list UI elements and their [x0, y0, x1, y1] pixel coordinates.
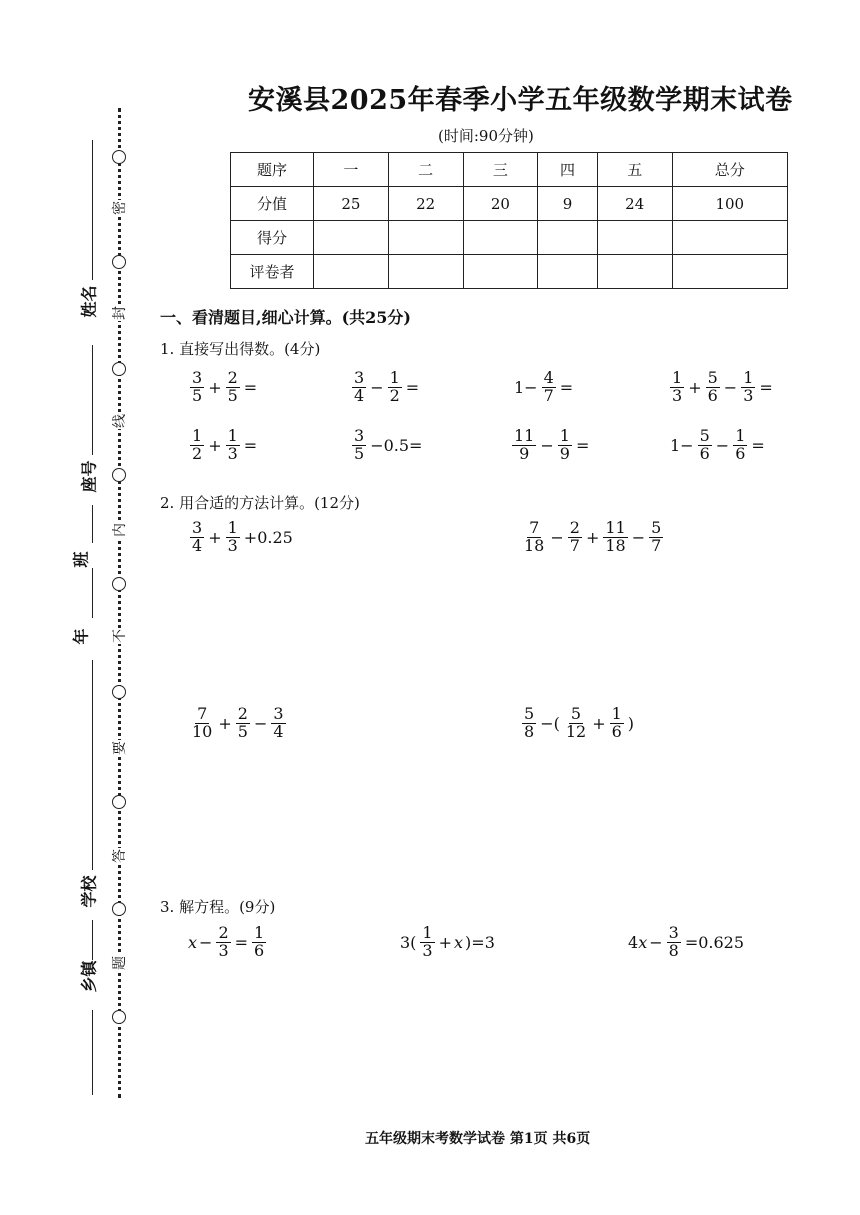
binding-hole — [112, 150, 126, 164]
denominator: 18 — [605, 535, 626, 555]
numerator: 1 — [227, 518, 238, 537]
fraction — [733, 428, 747, 463]
fraction — [568, 520, 582, 555]
points-cell: 100 — [672, 187, 787, 221]
score-entry-cell[interactable] — [314, 221, 389, 255]
denominator: 6 — [611, 721, 622, 741]
lead-term: 3( — [400, 932, 417, 952]
fraction — [670, 370, 684, 405]
lead-term: 1− — [670, 435, 694, 455]
name-field-label: 姓名 — [79, 285, 99, 318]
numerator: 7 — [197, 704, 208, 723]
seal-char: 密 — [112, 201, 128, 215]
grader-entry-cell[interactable] — [672, 255, 787, 289]
points-cell: 22 — [388, 187, 463, 221]
table-row — [231, 187, 788, 221]
expression-tail: =0.625 — [684, 932, 745, 952]
operator: + — [438, 932, 453, 952]
operator: + — [585, 527, 600, 547]
numerator: 5 — [707, 368, 718, 387]
fraction — [352, 370, 366, 405]
operator: + — [208, 435, 222, 455]
expression-tail: )=3 — [465, 932, 495, 952]
equals-sign: = — [243, 377, 258, 397]
lead-term: 1− — [514, 377, 538, 397]
fraction — [667, 925, 681, 960]
numerator: 3 — [354, 368, 365, 387]
denominator: 4 — [192, 535, 203, 555]
denominator: 7 — [543, 385, 554, 405]
closing-paren: ) — [627, 713, 635, 733]
operator: + — [592, 713, 606, 733]
operator: + — [688, 377, 702, 397]
numerator: 3 — [192, 518, 203, 537]
fraction — [564, 706, 588, 741]
equals-sign: = — [234, 932, 249, 952]
fraction — [190, 370, 204, 405]
denominator: 3 — [227, 443, 238, 463]
numerator: 5 — [699, 426, 710, 445]
math-expression — [520, 520, 665, 555]
denominator: 2 — [192, 443, 203, 463]
operator: − — [370, 377, 384, 397]
operator: − — [253, 713, 268, 733]
numerator: 1 — [389, 368, 400, 387]
expression-tail: −0.5= — [370, 435, 423, 455]
fraction — [522, 706, 536, 741]
operator: + — [208, 377, 222, 397]
points-cell: 20 — [463, 187, 538, 221]
numerator: 1 — [743, 368, 754, 387]
expression-tail: +0.25 — [243, 527, 293, 547]
question-title: 2. 用合适的方法计算。(12分) — [160, 494, 360, 512]
math-expression — [188, 706, 288, 741]
score-entry-cell[interactable] — [597, 221, 672, 255]
fraction — [698, 428, 712, 463]
operator: − — [550, 527, 564, 547]
fraction — [542, 370, 556, 405]
equals-sign: = — [759, 377, 773, 397]
grader-entry-cell[interactable] — [463, 255, 538, 289]
school-field-label: 学校 — [79, 875, 99, 908]
fraction — [522, 520, 546, 555]
question-title: 1. 直接写出得数。(4分) — [160, 340, 321, 358]
time-note: (时间:90分钟) — [438, 127, 534, 145]
fraction — [252, 925, 266, 960]
numerator: 1 — [254, 923, 265, 942]
numerator: 1 — [422, 923, 433, 942]
fraction — [236, 706, 250, 741]
fraction — [190, 706, 214, 741]
seal-char: 线 — [112, 414, 128, 428]
fraction — [226, 370, 240, 405]
table-header-cell: 三 — [463, 153, 538, 187]
seal-char: 答 — [112, 849, 128, 863]
equals-sign: = — [751, 435, 765, 455]
grade-field-line[interactable] — [92, 568, 93, 618]
numerator: 3 — [273, 704, 284, 723]
binding-hole — [112, 362, 126, 376]
table-header-cell: 二 — [388, 153, 463, 187]
fraction — [226, 520, 240, 555]
fraction — [226, 428, 240, 463]
denominator: 5 — [192, 385, 203, 405]
binding-hole — [112, 255, 126, 269]
numerator: 4 — [543, 368, 554, 387]
numerator: 3 — [668, 923, 679, 942]
numerator: 1 — [559, 426, 570, 445]
points-cell: 9 — [538, 187, 598, 221]
fraction — [512, 428, 536, 463]
equation — [628, 925, 746, 960]
score-entry-cell[interactable] — [538, 221, 598, 255]
numerator: 1 — [611, 704, 622, 723]
math-expression — [188, 520, 295, 555]
fraction — [352, 428, 366, 463]
numerator: 5 — [570, 704, 582, 723]
numerator: 11 — [514, 426, 535, 445]
math-expression — [350, 428, 424, 463]
seal-char: 题 — [112, 956, 128, 970]
numerator: 5 — [651, 518, 662, 537]
fraction — [558, 428, 572, 463]
page-footer: 五年级期末考数学试卷 第1页 共6页 — [365, 1131, 591, 1147]
denominator: 5 — [354, 443, 365, 463]
fraction — [271, 706, 285, 741]
math-expression — [350, 370, 421, 405]
numerator: 2 — [227, 368, 238, 387]
denominator: 4 — [273, 721, 284, 741]
operator: − — [723, 377, 738, 397]
fraction — [216, 925, 230, 960]
fraction — [388, 370, 402, 405]
denominator: 3 — [218, 940, 229, 960]
denominator: 5 — [227, 385, 238, 405]
grader-entry-cell[interactable] — [597, 255, 672, 289]
fraction — [741, 370, 755, 405]
denominator: 9 — [559, 443, 570, 463]
seal-char: 封 — [112, 306, 128, 320]
equals-sign: = — [559, 377, 574, 397]
denominator: 3 — [743, 385, 754, 405]
math-expression — [520, 706, 636, 741]
score-entry-cell[interactable] — [463, 221, 538, 255]
equals-sign: = — [575, 435, 590, 455]
math-expression — [512, 370, 575, 405]
denominator: 8 — [668, 940, 679, 960]
equation — [188, 925, 268, 960]
seal-char: 内 — [112, 523, 128, 537]
denominator: 7 — [569, 535, 580, 555]
class-field-label: 班 — [71, 551, 91, 568]
denominator: 6 — [699, 443, 710, 463]
fraction — [190, 428, 204, 463]
fraction — [706, 370, 720, 405]
operator: − — [199, 932, 213, 952]
denominator: 3 — [227, 535, 238, 555]
table-header-cell: 四 — [538, 153, 598, 187]
denominator: 7 — [651, 535, 662, 555]
operator: − — [540, 435, 554, 455]
binding-hole — [112, 1010, 126, 1024]
denominator: 9 — [519, 443, 530, 463]
grader-entry-cell[interactable] — [314, 255, 389, 289]
fraction — [610, 706, 624, 741]
score-table — [230, 152, 788, 289]
row-label: 得分 — [231, 221, 314, 255]
operator: + — [218, 713, 232, 733]
exam-title: 安溪县2025年春季小学五年级数学期末试卷 — [248, 85, 793, 116]
math-expression — [668, 370, 775, 405]
seal-char: 不 — [112, 629, 128, 643]
numerator: 2 — [569, 518, 580, 537]
denominator: 6 — [735, 443, 746, 463]
fraction — [190, 520, 204, 555]
fraction — [420, 925, 434, 960]
numerator: 3 — [354, 426, 365, 445]
denominator: 6 — [254, 940, 265, 960]
numerator: 1 — [672, 368, 683, 387]
denominator: 5 — [237, 721, 248, 741]
operator: − — [715, 435, 730, 455]
fraction — [649, 520, 663, 555]
grader-entry-cell[interactable] — [388, 255, 463, 289]
denominator: 2 — [389, 385, 400, 405]
class-field-line[interactable] — [92, 505, 93, 543]
points-cell: 24 — [597, 187, 672, 221]
variable: x — [188, 932, 198, 952]
operator: − — [631, 527, 646, 547]
numerator: 2 — [237, 704, 248, 723]
numerator: 11 — [605, 518, 626, 537]
school-field-line[interactable] — [92, 660, 93, 870]
binding-hole — [112, 685, 126, 699]
fraction — [603, 520, 627, 555]
table-row — [231, 221, 788, 255]
numerator: 1 — [192, 426, 203, 445]
numerator: 7 — [529, 518, 540, 537]
row-label: 评卷者 — [231, 255, 314, 289]
seat-field-line[interactable] — [92, 345, 93, 455]
coefficient: 4 — [628, 932, 639, 952]
operator: + — [208, 527, 222, 547]
binding-hole — [112, 468, 126, 482]
score-entry-cell[interactable] — [672, 221, 787, 255]
township-field-line-lower[interactable] — [92, 1010, 93, 1095]
denominator: 3 — [672, 385, 683, 405]
operator: −( — [540, 713, 560, 733]
table-header-cell: 总分 — [672, 153, 787, 187]
denominator: 3 — [422, 940, 433, 960]
denominator: 4 — [354, 385, 365, 405]
variable: x — [638, 932, 648, 952]
denominator: 18 — [524, 535, 545, 555]
math-expression — [188, 370, 259, 405]
table-header-cell: 题序 — [231, 153, 314, 187]
binding-hole — [112, 577, 126, 591]
binding-hole — [112, 902, 126, 916]
section-title: 一、看清题目,细心计算。(共25分) — [160, 308, 411, 327]
question-title: 3. 解方程。(9分) — [160, 898, 276, 916]
variable: x — [454, 932, 464, 952]
numerator: 1 — [227, 426, 238, 445]
equation — [398, 925, 497, 960]
math-expression — [188, 428, 259, 463]
denominator: 8 — [524, 721, 535, 741]
numerator: 1 — [735, 426, 746, 445]
operator: − — [649, 932, 663, 952]
name-field-line[interactable] — [92, 140, 93, 280]
math-expression — [510, 428, 591, 463]
score-entry-cell[interactable] — [388, 221, 463, 255]
math-expression — [668, 428, 767, 463]
seal-char: 要 — [112, 741, 128, 755]
township-field-label: 乡镇 — [79, 960, 99, 993]
grade-field-label: 年 — [71, 628, 91, 645]
table-row — [231, 255, 788, 289]
grader-entry-cell[interactable] — [538, 255, 598, 289]
table-row — [231, 153, 788, 187]
seat-field-label: 座号 — [79, 460, 99, 493]
numerator: 5 — [524, 704, 535, 723]
row-label: 分值 — [231, 187, 314, 221]
denominator: 6 — [707, 385, 718, 405]
binding-hole — [112, 795, 126, 809]
denominator: 12 — [565, 721, 587, 741]
denominator: 10 — [192, 721, 213, 741]
table-header-cell: 五 — [597, 153, 672, 187]
township-field-line[interactable] — [92, 920, 93, 960]
numerator: 2 — [218, 923, 229, 942]
equals-sign: = — [243, 435, 258, 455]
points-cell: 25 — [314, 187, 389, 221]
equals-sign: = — [405, 377, 420, 397]
table-header-cell: 一 — [314, 153, 389, 187]
numerator: 3 — [192, 368, 203, 387]
